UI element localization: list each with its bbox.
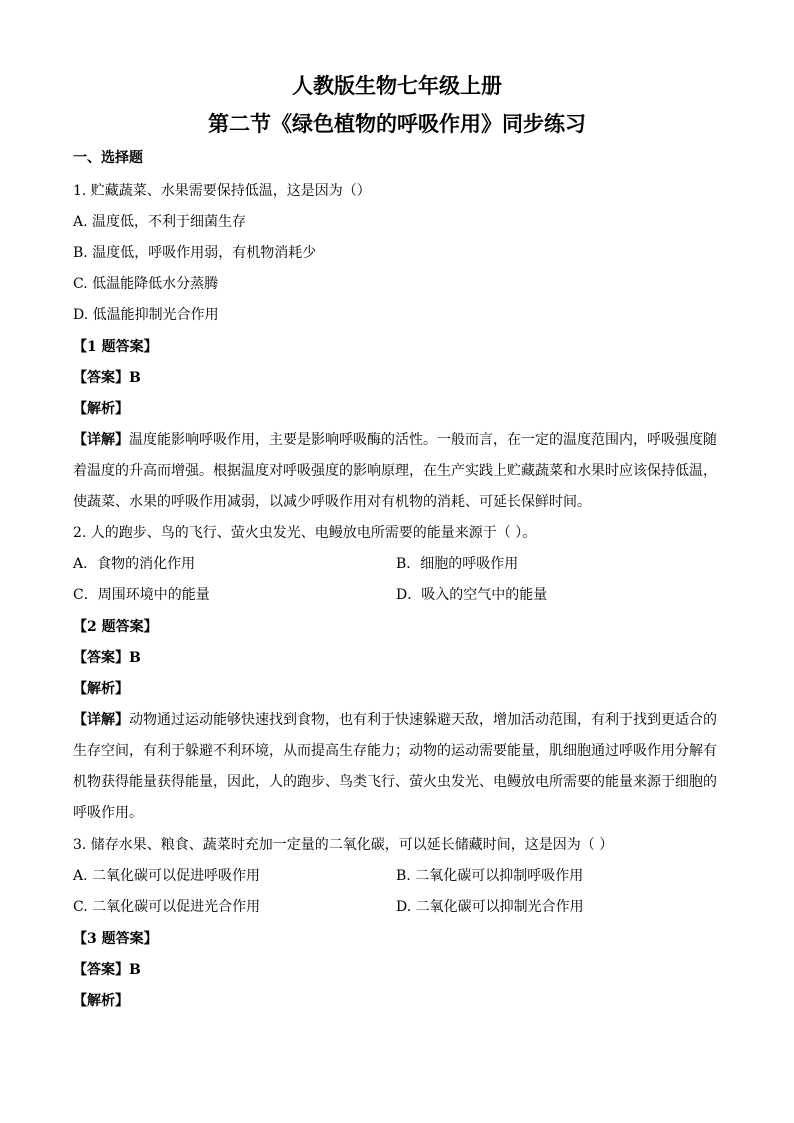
document-subtitle: 第二节《绿色植物的呼吸作用》同步练习 (208, 111, 586, 136)
q2-answer (73, 643, 723, 674)
q3-option-c: C. 二氧化碳可以促进光合作用 (73, 899, 261, 915)
q2-answer-text: 【答案】B (73, 650, 141, 666)
q3-answer-text: 【答案】B (73, 962, 141, 978)
q2-detail-line-3: 机物获得能量获得能量，因此，人的跑步、鸟类飞行、萤火虫发光、电鳗放电所需要的能量来源于细胞的 (73, 774, 717, 790)
q2-analysis: 【解析】 (73, 681, 129, 697)
q3-answer (73, 955, 723, 986)
section-heading: 一、选择题 (73, 150, 143, 166)
q3-option-d: D. 二氧化碳可以抑制光合作用 (396, 899, 584, 915)
q2-detail-line-2: 生存空间，有利于躲避不利环境，从而提高生存能力；动物的运动需要能量，肌细胞通过呼吸作用分解有 (73, 743, 717, 759)
q2-options-row-2 (73, 580, 723, 611)
q1-answer-text: 【答案】B (73, 370, 141, 386)
q2-detail-line-4: 呼吸作用。 (73, 805, 143, 821)
q1-detail-line-3: 使蔬菜、水果的呼吸作用减弱，以减少呼吸作用对有机物的消耗、可延长保鲜时间。 (73, 494, 591, 510)
q2-options-row-1 (73, 549, 723, 580)
q3-options-row-2 (73, 892, 723, 923)
q1-analysis: 【解析】 (73, 401, 129, 417)
q1-option-b: B. 温度低，呼吸作用弱，有机物消耗少 (73, 245, 317, 261)
q1-answer (73, 363, 723, 394)
document-title: 人教版生物七年级上册 (292, 73, 502, 98)
q2-answer-heading: 【2 题答案】 (73, 619, 158, 635)
q2-stem: 2. 人的跑步、鸟的飞行、萤火虫发光、电鳗放电所需要的能量来源于（ ）。 (73, 525, 537, 541)
q2-option-d: D．吸入的空气中的能量 (396, 587, 548, 603)
q3-analysis: 【解析】 (73, 993, 129, 1009)
q3-options-row-1 (73, 861, 723, 892)
q1-detail-text-1: 温度能影响呼吸作用，主要是影响呼吸酶的活性。一般而言，在一定的温度范围内，呼吸强度随 (129, 432, 717, 448)
q2-detail-text-1: 动物通过运动能够快速找到食物，也有利于快速躲避天敌，增加活动范围，有利于找到更适合的 (129, 712, 717, 728)
q1-option-d: D. 低温能抑制光合作用 (73, 307, 219, 323)
q1-detail-line-2: 着温度的升高而增强。根据温度对呼吸强度的影响原理，在生产实践上贮藏蔬菜和水果时应该保持低温， (73, 463, 717, 479)
q2-option-a: A．食物的消化作用 (73, 556, 196, 572)
q2-detail-label: 【详解】 (73, 712, 129, 728)
q3-option-a: A. 二氧化碳可以促进呼吸作用 (73, 868, 261, 884)
q3-option-b: B. 二氧化碳可以抑制呼吸作用 (396, 868, 584, 884)
q1-detail-line-1 (73, 425, 723, 456)
q1-option-a: A. 温度低，不利于细菌生存 (73, 214, 247, 230)
q3-answer-heading: 【3 题答案】 (73, 931, 158, 947)
q3-stem: 3. 储存水果、粮食、蔬菜时充加一定量的二氧化碳，可以延长储藏时间，这是因为（ ） (73, 837, 614, 853)
q1-answer-heading: 【1 题答案】 (73, 339, 158, 355)
q1-option-c: C. 低温能降低水分蒸腾 (73, 276, 219, 292)
q2-option-c: C．周围环境中的能量 (73, 587, 210, 603)
q1-detail-label: 【详解】 (73, 432, 129, 448)
q2-option-b: B．细胞的呼吸作用 (396, 556, 519, 572)
q1-stem: 1. 贮藏蔬菜、水果需要保持低温，这是因为（） (73, 183, 371, 199)
q2-detail-line-1 (73, 705, 723, 736)
